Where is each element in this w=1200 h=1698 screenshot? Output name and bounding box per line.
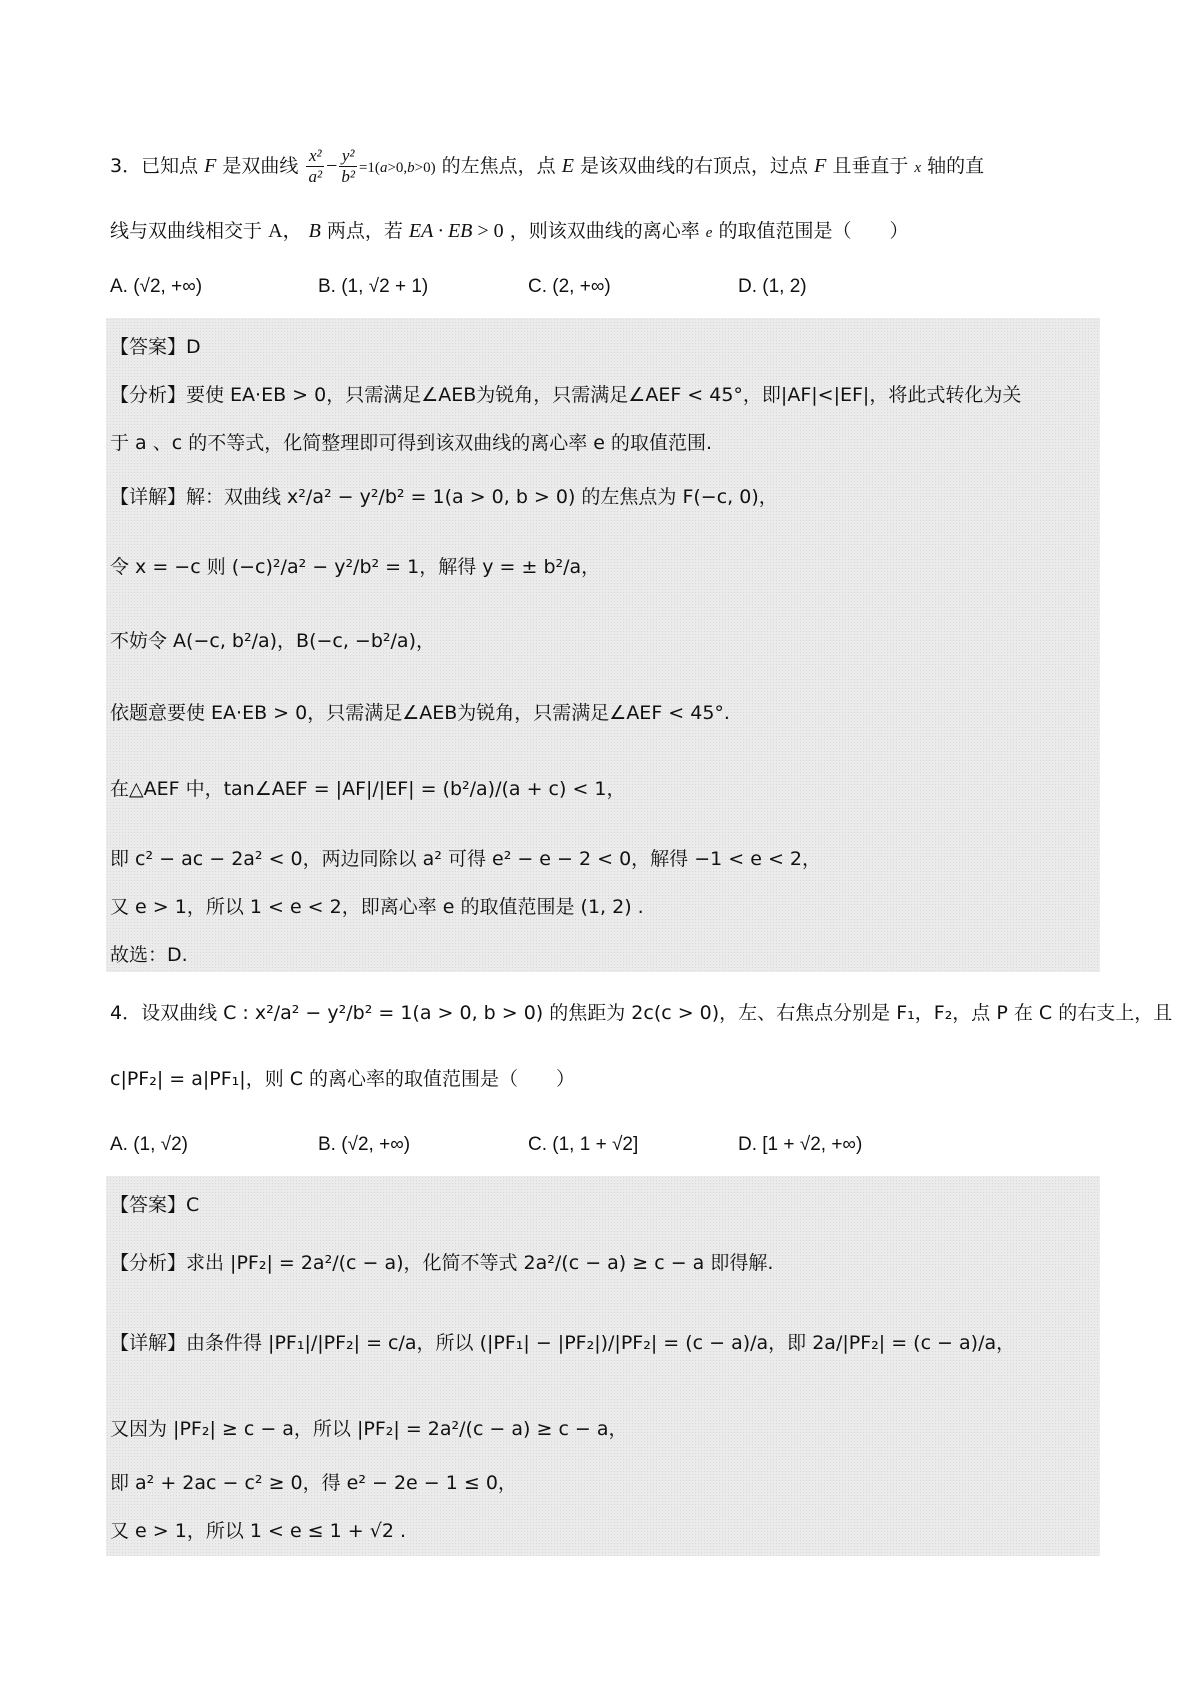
q4-stem-line2: c|PF₂| = a|PF₁|，则 C 的离心率的取值范围是（ ）	[110, 1068, 576, 1090]
q3-detail-line8: 故选：D.	[110, 944, 188, 966]
q4-detail-line4: 又 e > 1，所以 1 < e ≤ 1 + √2 .	[110, 1520, 406, 1542]
q3-answer: 【答案】D	[110, 336, 201, 358]
q3-option-a: A. (√2, +∞)	[110, 276, 203, 297]
q4-option-a: A. (1, √2)	[110, 1134, 189, 1155]
q3-detail-line7: 又 e > 1，所以 1 < e < 2，即离心率 e 的取值范围是 (1, 2) .	[110, 896, 644, 918]
q3-stem-line2: 线与双曲线相交于 A， B 两点，若 EA · EB > 0 ，则该双曲线的离心率 e 的取值范围是（ ）	[110, 220, 909, 242]
q4-option-d: D. [1 + √2, +∞)	[738, 1134, 863, 1155]
q3-detail-line6: 即 c² − ac − 2a² < 0，两边同除以 a² 可得 e² − e − 2 < 0，解得 −1 < e < 2，	[110, 848, 821, 870]
q4-detail-line3: 即 a² + 2ac − c² ≥ 0，得 e² − 2e − 1 ≤ 0，	[110, 1472, 517, 1494]
q3-analysis-line2: 于 a 、c 的不等式，化简整理即可得到该双曲线的离心率 e 的取值范围.	[110, 432, 713, 454]
q3-analysis-line1: 【分析】要使 EA·EB > 0，只需满足∠AEB为锐角，只需满足∠AEF < 45°，即|AF|<|EF|，将此式转化为关	[110, 384, 1022, 406]
q3-option-b: B. (1, √2 + 1)	[318, 276, 429, 297]
q3-stem-line1: 3．已知点 F 是双曲线 $\frac{\text{x²}}{\text{a²}}$ − $\frac{\text{y²}}{\text{b²}}$ =1(a>0,b>0) 的左焦点，点 E 是该双曲线的右顶点，过点 F 且垂直于 x 轴的直	[110, 146, 985, 186]
q3-detail-line2: 令 x = −c 则 (−c)²/a² − y²/b² = 1，解得 y = ± b²/a，	[110, 556, 601, 578]
q4-analysis: 【分析】求出 |PF₂| = 2a²/(c − a)，化简不等式 2a²/(c − a) ≥ c − a 即得解.	[110, 1252, 774, 1274]
q4-answer: 【答案】C	[110, 1194, 200, 1216]
q3-option-c: C. (2, +∞)	[528, 276, 611, 297]
q3-detail-line3: 不妨令 A(−c, b²/a)，B(−c, −b²/a)，	[110, 630, 435, 652]
q3-detail-line1: 【详解】解：双曲线 x²/a² − y²/b² = 1(a > 0, b > 0) 的左焦点为 F(−c, 0)，	[110, 486, 778, 508]
q4-option-b: B. (√2, +∞)	[318, 1134, 411, 1155]
q4-detail-line1: 【详解】由条件得 |PF₁|/|PF₂| = c/a，所以 (|PF₁| − |PF₂|)/|PF₂| = (c − a)/a，即 2a/|PF₂| = (c − a)/a，	[110, 1332, 1016, 1354]
q4-solution-panel	[106, 1176, 1100, 1556]
q3-detail-line5: 在△AEF 中，tan∠AEF = |AF|/|EF| = (b²/a)/(a + c) < 1，	[110, 778, 626, 800]
q4-option-c: C. (1, 1 + √2]	[528, 1134, 639, 1155]
q4-detail-line2: 又因为 |PF₂| ≥ c − a，所以 |PF₂| = 2a²/(c − a) ≥ c − a，	[110, 1418, 628, 1440]
q3-option-d: D. (1, 2)	[738, 276, 807, 297]
q4-stem-line1: 4．设双曲线 C : x²/a² − y²/b² = 1(a > 0, b > 0) 的焦距为 2c(c > 0)，左、右焦点分别是 F₁，F₂，点 P 在 C 的右支上，且	[110, 1002, 1173, 1024]
q3-detail-line4: 依题意要使 EA·EB > 0，只需满足∠AEB为锐角，只需满足∠AEF < 45°.	[110, 702, 730, 724]
